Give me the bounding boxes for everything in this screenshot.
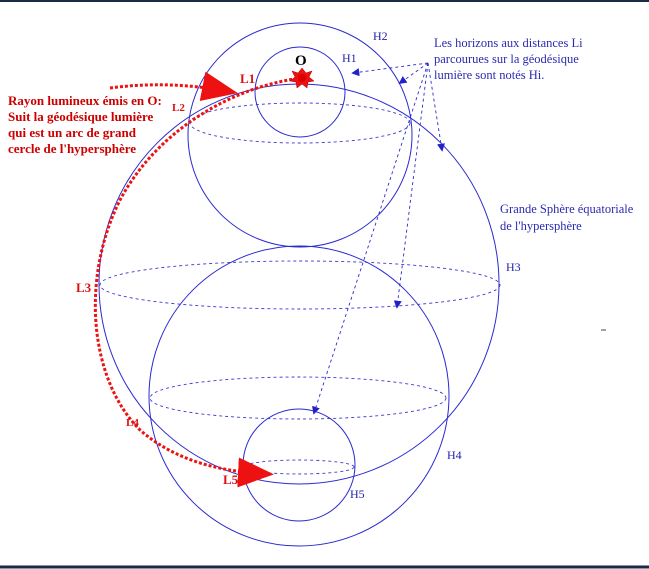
horizon-arrows [314,63,442,413]
equator-note-line-1: Grande Sphère équatoriale [500,202,634,216]
arrow-h5 [314,63,428,413]
equator-ellipses [100,103,500,474]
equator-note-line-2: de l'hypersphère [500,219,582,233]
red-note-line-1: Rayon lumineux émis en O: [8,93,162,108]
sphere-h4 [149,246,449,546]
label-l2: L2 [172,102,185,114]
sphere-h3 [99,84,499,484]
arrow-h4 [397,63,428,307]
ellipse-h3 [100,261,500,309]
horizons-note [434,36,583,82]
red-note-line-2: Suit la géodésique lumière [8,109,154,124]
ellipse-h5 [244,460,354,474]
label-l5: L5 [223,472,239,487]
label-l4: L4 [126,417,139,429]
label-l3: L3 [76,280,92,295]
label-h1: H1 [342,51,357,65]
label-h2: H2 [373,29,388,43]
arrow-h2 [400,63,428,83]
blue-note-line-3: lumière sont notés Hi. [434,68,545,82]
label-h5: H5 [350,487,365,501]
red-note-line-4: cercle de l'hypersphère [8,141,137,156]
red-pointer-arrow [110,85,232,92]
red-note-line-3: qui est un arc de grand [8,125,136,140]
label-h4: H4 [447,448,462,462]
light-ray-note [8,93,162,156]
equator-note [500,202,634,233]
label-l1: L1 [240,71,256,86]
sphere-h5 [243,409,355,521]
blue-note-line-1: Les horizons aux distances Li [434,36,583,50]
blue-note-line-2: parcourues sur la géodésique [434,52,579,66]
point-o-label: O [295,53,307,69]
label-h3: H3 [506,260,521,274]
ellipse-h4 [150,377,446,419]
source-point [290,68,314,88]
